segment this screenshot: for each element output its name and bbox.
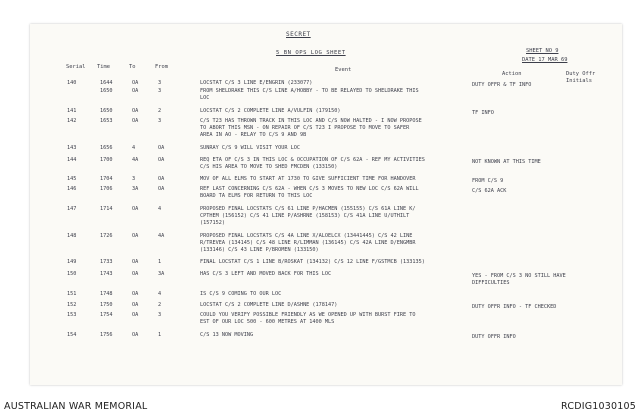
row-event-line: IS C/S 9 COMING TO OUR LOC	[200, 291, 282, 297]
row-time: 1704	[100, 176, 113, 182]
sheet-date: DATE 17 MAR 69	[522, 57, 568, 63]
row-action-line: C/S 62A ACK	[472, 188, 507, 194]
row-to: OA	[132, 108, 139, 114]
row-serial: 140	[67, 80, 77, 86]
row-serial: 150	[67, 271, 77, 277]
row-event-line: LOCSTAT C/S 3 LINE E/ENGRIN (233077)	[200, 80, 313, 86]
row-to: OA	[132, 271, 139, 277]
row-time: 1754	[100, 312, 113, 318]
row-event-line: AREA IN AO - RELAY TO C/S 9 AND 9B	[200, 132, 307, 138]
row-event-line: FROM SHELDRAKE THIS C/S LINE A/HOBBY - TO BE RELAYED TO SHELDRAKE THIS	[200, 88, 419, 94]
row-action-line: YES - FROM C/S 3 NO STILL HAVE	[472, 273, 566, 279]
row-to: OA	[132, 233, 139, 239]
row-time: 1748	[100, 291, 113, 297]
row-time: 1726	[100, 233, 113, 239]
log-sheet-title: 5 BN OPS LOG SHEET	[276, 50, 346, 56]
row-event-line: PROPOSED FINAL LOCSTATS C/S 4A LINE X/ALOELCX (13441445) C/S 42 LINE	[200, 233, 413, 239]
row-time: 1656	[100, 145, 113, 151]
row-event-line: (157152)	[200, 220, 225, 226]
row-time: 1653	[100, 118, 113, 124]
row-from: 4A	[158, 233, 165, 239]
row-from: 2	[158, 302, 162, 308]
row-action-line: DUTY OFFR INFO - TF CHECKED	[472, 304, 557, 310]
row-event-line: C/S HIS AREA TO MOVE TO SHED FMCDEN (133150)	[200, 164, 338, 170]
row-event-line: C/S 13 NOW MOVING	[200, 332, 254, 338]
row-from: 2	[158, 108, 162, 114]
row-time: 1743	[100, 271, 113, 277]
row-from: 1	[158, 259, 162, 265]
row-to: 4A	[132, 157, 139, 163]
row-serial: 145	[67, 176, 77, 182]
row-from: 3	[158, 312, 162, 318]
row-from: OA	[158, 176, 165, 182]
classification-heading: SECRET	[286, 31, 311, 38]
row-event-line: LOCSTAT C/S 2 COMPLETE LINE D/ASHNE (178147)	[200, 302, 338, 308]
row-from: 3	[158, 88, 162, 94]
row-serial: 151	[67, 291, 77, 297]
row-event-line: REF LAST CONCERNING C/S 62A - WHEN C/S 3 MOVES TO NEW LOC C/S 62A WILL	[200, 186, 419, 192]
row-time: 1706	[100, 186, 113, 192]
row-to: OA	[132, 302, 139, 308]
row-time: 1714	[100, 206, 113, 212]
row-to: OA	[132, 312, 139, 318]
row-to: OA	[132, 88, 139, 94]
row-from: 4	[158, 291, 162, 297]
row-serial: 153	[67, 312, 77, 318]
row-to: 3	[132, 176, 136, 182]
archive-name: AUSTRALIAN WAR MEMORIAL	[4, 401, 148, 412]
row-from: 3	[158, 80, 162, 86]
col-duty-offr-header: Duty Offr	[566, 71, 596, 77]
row-to: 4	[132, 145, 136, 151]
row-serial: 147	[67, 206, 77, 212]
row-serial: 141	[67, 108, 77, 114]
col-time-header: Time	[97, 64, 110, 70]
row-time: 1700	[100, 157, 113, 163]
row-event-line: (133146) C/S 43 LINE P/BROMEN (133150)	[200, 247, 319, 253]
row-to: OA	[132, 118, 139, 124]
row-from: OA	[158, 186, 165, 192]
row-time: 1644	[100, 80, 113, 86]
row-action-line: DIFFICULTIES	[472, 280, 510, 286]
archive-footer	[0, 396, 640, 417]
row-event-line: C/S T23 HAS THROWN TRACK IN THIS LOC AND C/S NOW HALTED - I NOW PROPOSE	[200, 118, 422, 124]
row-event-line: HAS C/S 3 LEFT AND MOVED BACK FOR THIS LOC	[200, 271, 332, 277]
row-event-line: MOV OF ALL ELMS TO START AT 1730 TO GIVE SUFFICIENT TIME FOR HANDOVER	[200, 176, 416, 182]
col-to-header: To	[129, 64, 136, 70]
col-action-header: Action	[502, 71, 522, 77]
row-to: 3A	[132, 186, 139, 192]
row-event-line: EST OF OUR LOC 500 - 600 METRES AT 1400 MLS	[200, 319, 335, 325]
col-serial-header: Serial	[66, 64, 86, 70]
row-time: 1750	[100, 302, 113, 308]
row-serial: 154	[67, 332, 77, 338]
row-from: 1	[158, 332, 162, 338]
row-event-line: TO ABORT THIS MSN - ON REPAIR OF C/S T23 I PROPOSE TO MOVE TO SAFER	[200, 125, 410, 131]
row-event-line: CPTHEM (156152) C/S 41 LINE P/ASHRNE (158153) C/S 41A LINE U/UTHILT	[200, 213, 410, 219]
col-initials-header: Initials	[566, 78, 592, 84]
row-from: 3	[158, 118, 162, 124]
row-action-line: DUTY OFFR INFO	[472, 334, 516, 340]
row-to: OA	[132, 80, 139, 86]
row-to: OA	[132, 332, 139, 338]
row-event-line: COULD YOU VERIFY POSSIBLE FRIENDLY AS WE OPENED UP WITH BURST FIRE TO	[200, 312, 416, 318]
row-serial: 152	[67, 302, 77, 308]
row-action-line: TF INFO	[472, 110, 494, 116]
row-event-line: FINAL LOCSTAT C/S 1 LINE B/ROSKAT (134132) C/S 12 LINE F/GSTMCB (133135)	[200, 259, 425, 265]
row-time: 1756	[100, 332, 113, 338]
row-time: 1733	[100, 259, 113, 265]
col-event-header: Event	[335, 67, 352, 73]
row-event-line: PROPOSED FINAL LOCSTATS C/S 61 LINE P/HACMEN (155155) C/S 61A LINE K/	[200, 206, 416, 212]
row-event-line: BOARD TA ELMS FOR RETURN TO THIS LOC	[200, 193, 313, 199]
row-action-line: FROM C/S 9	[472, 178, 504, 184]
col-from-header: From	[155, 64, 168, 70]
row-time: 1650	[100, 88, 113, 94]
row-serial: 146	[67, 186, 77, 192]
row-serial: 148	[67, 233, 77, 239]
row-action-line: NOT KNOWN AT THIS TIME	[472, 159, 541, 165]
row-to: OA	[132, 206, 139, 212]
row-from: OA	[158, 145, 165, 151]
row-action-line: DUTY OFFR & TF INFO	[472, 82, 532, 88]
row-event-line: R/TREVEA (134145) C/S 48 LINE R/LIMMAN (136145) C/S 42A LINE D/ENGMBR	[200, 240, 416, 246]
row-serial: 142	[67, 118, 77, 124]
row-event-line: LOC	[200, 95, 210, 101]
row-time: 1650	[100, 108, 113, 114]
row-to: OA	[132, 291, 139, 297]
row-from: 3A	[158, 271, 165, 277]
row-to: OA	[132, 259, 139, 265]
archive-reference: RCDIG1030105	[561, 401, 636, 412]
sheet-number: SHEET NO 9	[526, 48, 559, 54]
row-event-line: SUNRAY C/S 9 WILL VISIT YOUR LOC	[200, 145, 300, 151]
row-from: 4	[158, 206, 162, 212]
row-from: OA	[158, 157, 165, 163]
row-serial: 143	[67, 145, 77, 151]
row-serial: 144	[67, 157, 77, 163]
row-serial: 149	[67, 259, 77, 265]
log-sheet	[30, 24, 622, 385]
row-event-line: REQ ETA OF C/S 3 IN THIS LOC & OCCUPATION OF C/S 62A - REF MY ACTIVITIES	[200, 157, 425, 163]
row-event-line: LOCSTAT C/S 2 COMPLETE LINE A/VULFIN (179150)	[200, 108, 341, 114]
